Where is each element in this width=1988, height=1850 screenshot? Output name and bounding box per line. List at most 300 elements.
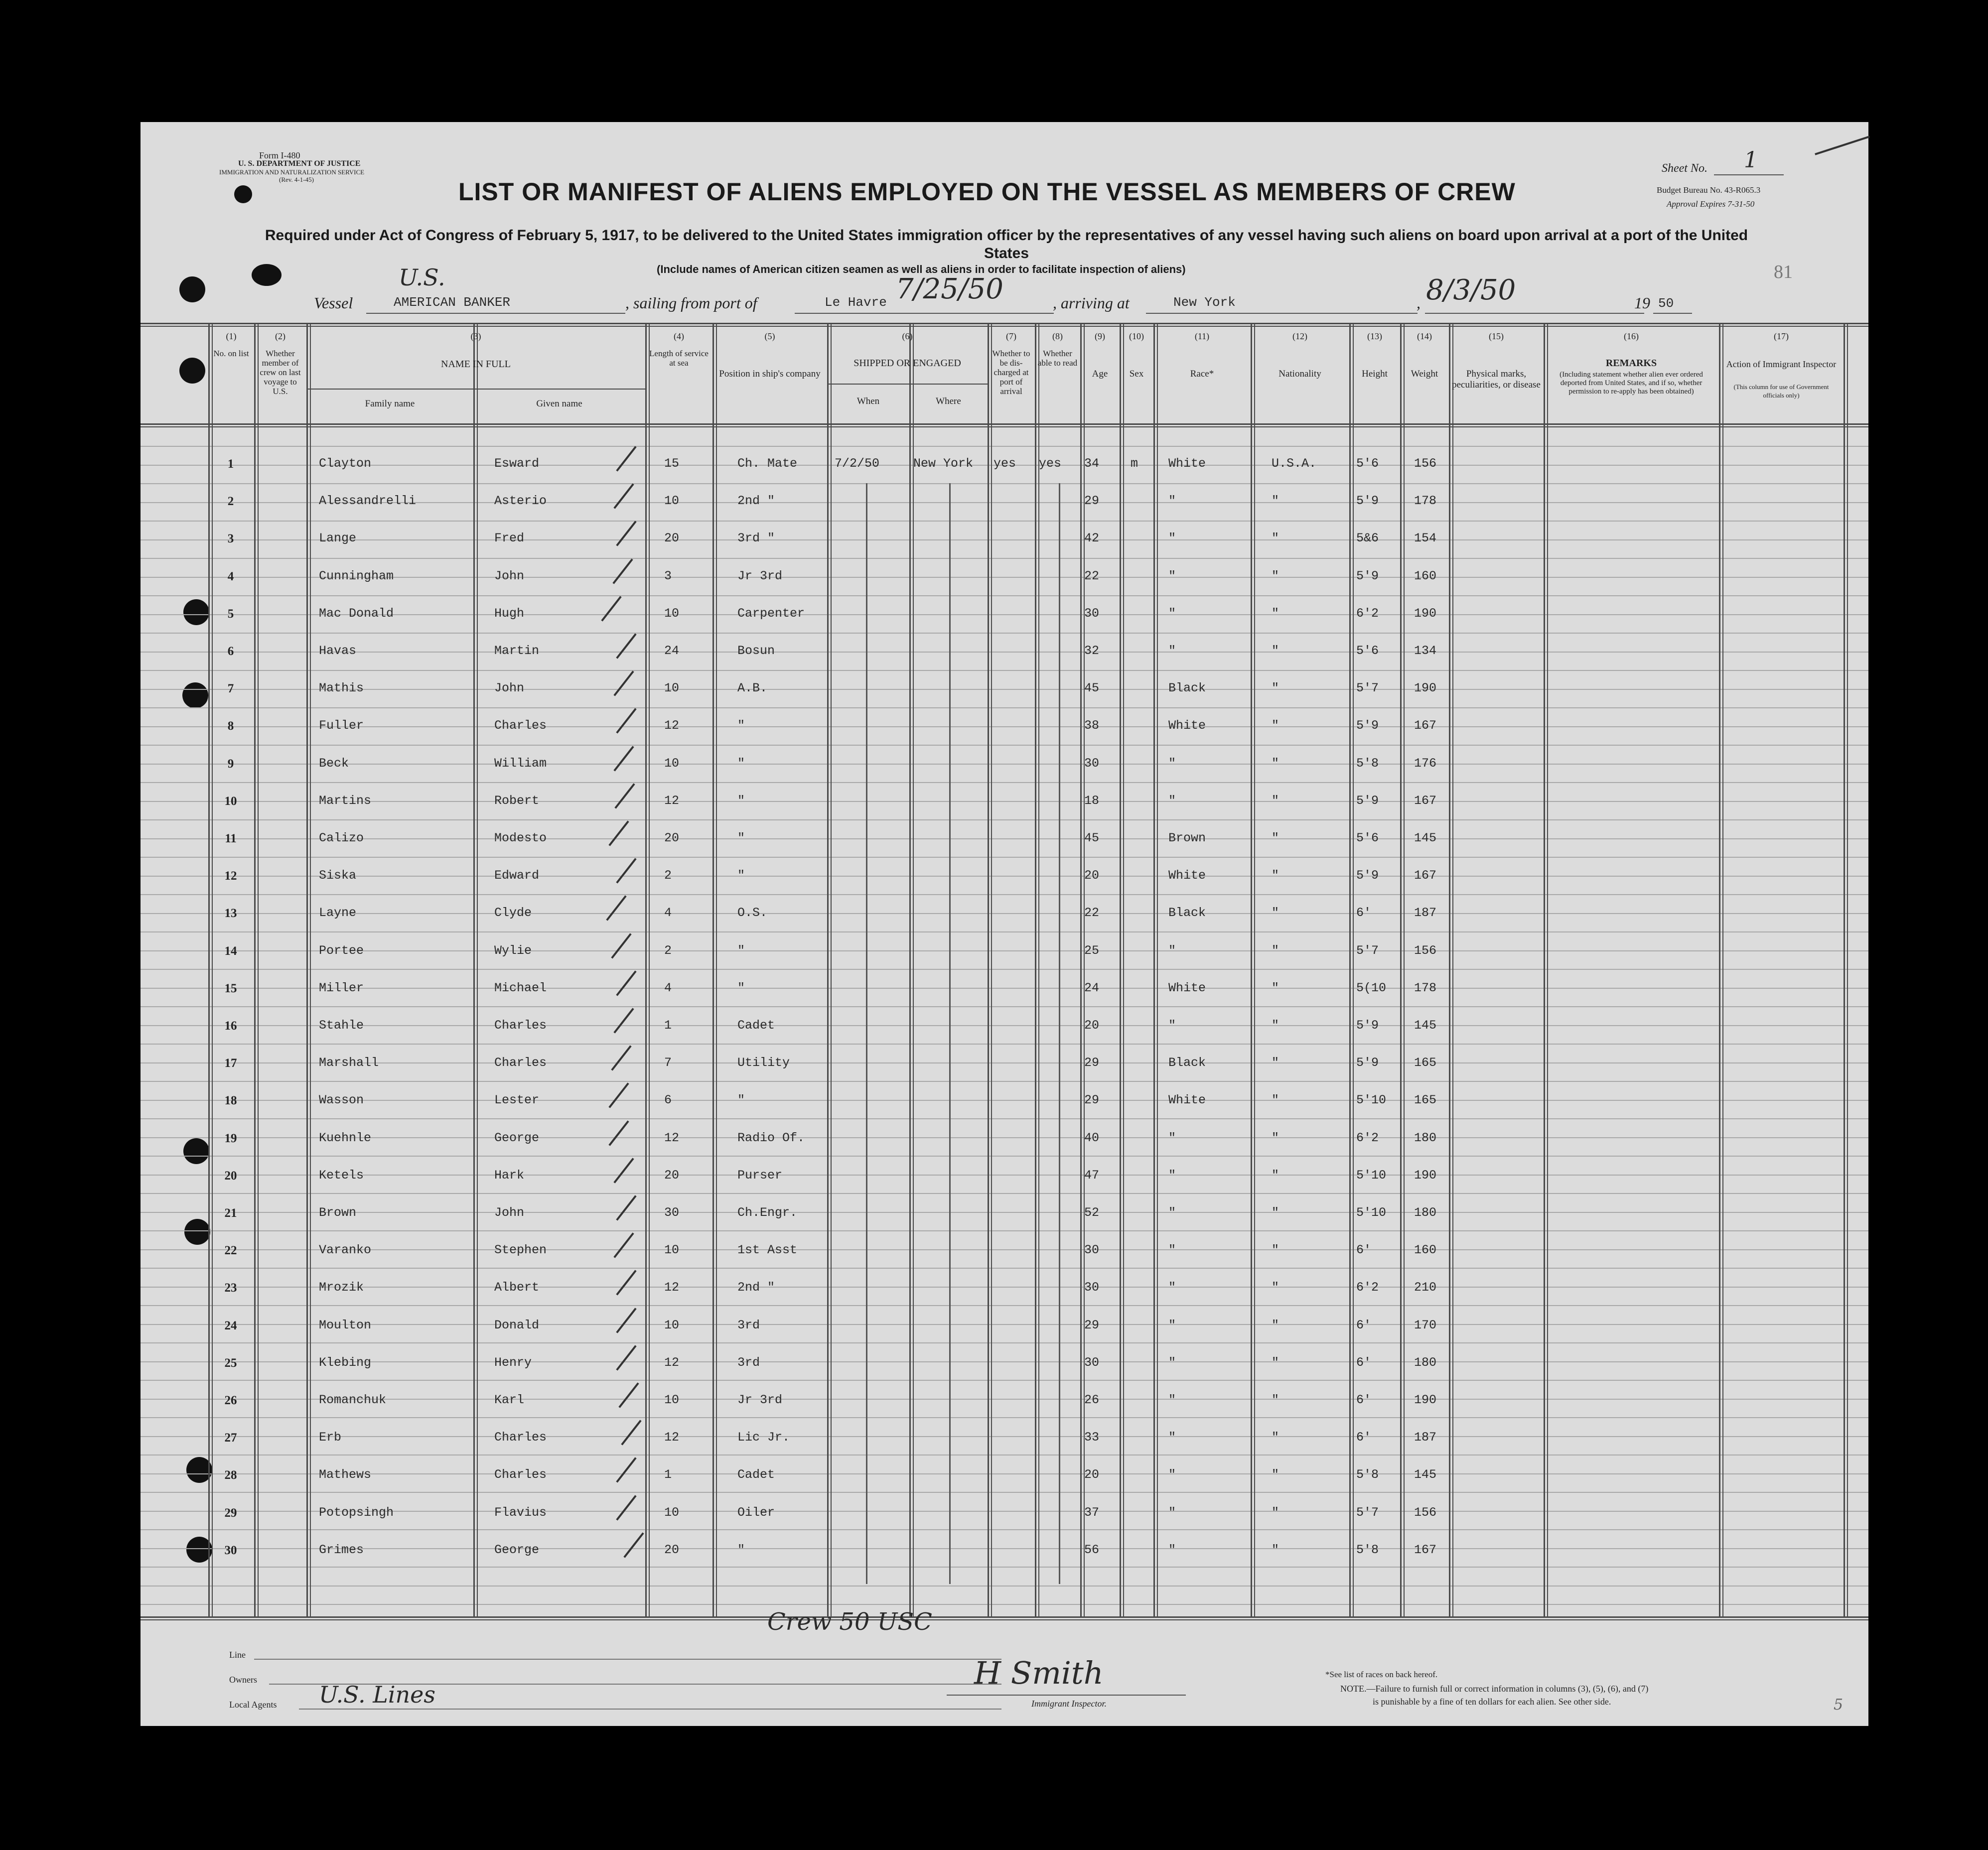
row-number: 29: [224, 1506, 237, 1520]
cell-service: 1: [664, 1467, 672, 1482]
cell-given: Michael: [494, 981, 547, 995]
note-line-1: NOTE.—Failure to furnish full or correct information in columns (3), (5), (6), and (7): [1340, 1684, 1649, 1694]
cell-race: White: [1168, 981, 1206, 995]
cell-height: 5'9: [1356, 793, 1379, 808]
column-divider: [1449, 323, 1450, 1616]
column-number: (5): [764, 331, 775, 341]
header-bottom-border-inner: [141, 426, 1868, 427]
column-divider: [1349, 323, 1351, 1616]
ditto-line-read: [1059, 483, 1060, 1584]
cell-race: ": [1168, 644, 1176, 658]
cell-given: Charles: [494, 1018, 547, 1033]
cell-family: Portee: [319, 943, 364, 958]
punch-hole: [179, 358, 205, 384]
cell-family: Moulton: [319, 1318, 372, 1332]
cell-race: ": [1168, 793, 1176, 808]
cell-weight: 165: [1414, 1093, 1437, 1107]
form-number: Form I-480: [259, 150, 300, 160]
cell-position: Jr 3rd: [737, 569, 783, 583]
cell-race: ": [1168, 1505, 1176, 1520]
cell-race: White: [1168, 868, 1206, 883]
agents-label: Local Agents: [229, 1700, 277, 1710]
ruled-line: [141, 1567, 1868, 1568]
cell-weight: 176: [1414, 756, 1437, 771]
row-number: 23: [224, 1281, 237, 1295]
cell-family: Mathews: [319, 1467, 372, 1482]
ruled-line: [141, 988, 1868, 989]
cell-read: yes: [1039, 456, 1062, 471]
column-subheader: Where: [936, 396, 961, 406]
cell-height: 5'9: [1356, 718, 1379, 733]
column-number: (9): [1095, 331, 1105, 341]
cell-race: ": [1168, 756, 1176, 771]
column-header: NAME IN FULL: [441, 359, 511, 370]
cell-age: 22: [1084, 569, 1100, 583]
column-divider-inner: [831, 323, 832, 1616]
subtitle-note: (Include names of American citizen seamen as well as aliens in order to facilitate inspection of aliens): [657, 263, 1186, 275]
cell-age: 20: [1084, 1018, 1100, 1033]
cell-age: 25: [1084, 943, 1100, 958]
ruled-line: [141, 521, 1868, 522]
column-divider: [473, 323, 475, 1616]
column-divider: [1153, 323, 1155, 1616]
cell-given: Charles: [494, 1430, 547, 1445]
cell-service: 10: [664, 1505, 680, 1520]
cell-height: 5'9: [1356, 1018, 1379, 1033]
cell-service: 15: [664, 456, 680, 471]
cell-age: 30: [1084, 756, 1100, 771]
table-bottom-border: [141, 1616, 1868, 1618]
cell-family: Martins: [319, 793, 372, 808]
cell-family: Cunningham: [319, 569, 394, 583]
column-divider-inner: [1038, 323, 1039, 1616]
cell-height: 5'6: [1356, 644, 1379, 658]
local-agents-value: U.S. Lines: [319, 1681, 435, 1708]
cell-nationality: ": [1272, 681, 1279, 695]
cell-age: 45: [1084, 831, 1100, 845]
cell-height: 5&6: [1356, 531, 1379, 545]
cell-nationality: ": [1272, 1205, 1279, 1220]
cell-age: 22: [1084, 906, 1100, 920]
arrival-date-underline: [1425, 313, 1644, 314]
column-number: (15): [1489, 331, 1504, 341]
cell-height: 5'6: [1356, 456, 1379, 471]
cell-nationality: ": [1272, 906, 1279, 920]
cell-nationality: ": [1272, 606, 1279, 621]
cell-family: Mac Donald: [319, 606, 394, 621]
cell-position: ": [737, 981, 745, 995]
arrival-date: 8/3/50: [1426, 274, 1516, 306]
cell-service: 12: [664, 718, 680, 733]
ruled-line: [141, 558, 1868, 559]
ruled-line: [141, 670, 1868, 671]
cell-race: ": [1168, 1430, 1176, 1445]
ruled-line: [141, 1137, 1868, 1138]
cell-family: Alessandrelli: [319, 494, 417, 508]
ruled-line: [141, 446, 1868, 447]
inspector-signature: H Smith: [974, 1655, 1104, 1691]
header-bottom-border: [141, 423, 1868, 425]
cell-height: 5'9: [1356, 868, 1379, 883]
cell-nationality: ": [1272, 868, 1279, 883]
cell-weight: 156: [1414, 1505, 1437, 1520]
cell-service: 12: [664, 1430, 680, 1445]
row-number: 25: [224, 1356, 237, 1370]
column-divider: [1844, 323, 1845, 1616]
line-label: Line: [229, 1650, 246, 1660]
column-divider: [988, 323, 989, 1616]
ruled-line: [141, 857, 1868, 858]
cell-family: Lange: [319, 531, 357, 545]
ruled-line: [141, 801, 1868, 802]
cell-height: 6'2: [1356, 606, 1379, 621]
column-divider-inner: [212, 323, 213, 1616]
column-number: (12): [1292, 331, 1307, 341]
column-subheader: Family name: [365, 398, 415, 409]
cell-family: Mathis: [319, 681, 364, 695]
column-divider-inner: [1084, 323, 1085, 1616]
row-number: 26: [224, 1394, 237, 1407]
stamp-number: 81: [1774, 262, 1793, 282]
cell-weight: 145: [1414, 831, 1437, 845]
cell-given: Albert: [494, 1280, 540, 1295]
table-top-border-inner: [141, 326, 1868, 327]
ditto-line-when: [866, 483, 867, 1584]
cell-given: Modesto: [494, 831, 547, 845]
column-header-note: (This column for use of Government officials only): [1733, 383, 1829, 399]
cell-service: 20: [664, 531, 680, 545]
ruled-line: [141, 876, 1868, 877]
cell-weight: 190: [1414, 1168, 1437, 1183]
cell-weight: 170: [1414, 1318, 1437, 1332]
ruled-line: [141, 969, 1868, 970]
cell-position: ": [737, 868, 745, 883]
column-number: (16): [1624, 331, 1639, 341]
cell-nationality: ": [1272, 494, 1279, 508]
department: U. S. DEPARTMENT OF JUSTICE: [238, 159, 361, 168]
cell-nationality: U.S.A.: [1272, 456, 1317, 471]
cell-age: 30: [1084, 1355, 1100, 1370]
corner-mark: 5: [1834, 1696, 1844, 1714]
cell-height: 5'8: [1356, 756, 1379, 771]
cell-position: Radio Of.: [737, 1131, 805, 1145]
column-divider: [208, 323, 210, 1616]
column-divider: [645, 323, 647, 1616]
cell-family: Havas: [319, 644, 357, 658]
cell-service: 10: [664, 606, 680, 621]
cell-given: John: [494, 569, 525, 583]
cell-service: 4: [664, 906, 672, 920]
cell-nationality: ": [1272, 793, 1279, 808]
cell-given: Lester: [494, 1093, 540, 1107]
ruled-line: [141, 1025, 1868, 1026]
column-divider: [1400, 323, 1402, 1616]
cell-nationality: ": [1272, 718, 1279, 733]
column-divider-inner: [1404, 323, 1405, 1616]
cell-family: Stahle: [319, 1018, 364, 1033]
cell-service: 2: [664, 868, 672, 883]
cell-position: Cadet: [737, 1018, 775, 1033]
column-number: (10): [1129, 331, 1144, 341]
cell-given: George: [494, 1543, 540, 1557]
cell-given: Robert: [494, 793, 540, 808]
row-number: 14: [224, 944, 237, 958]
cell-family: Erb: [319, 1430, 342, 1445]
cell-family: Kuehnle: [319, 1131, 372, 1145]
cell-service: 24: [664, 644, 680, 658]
cell-service: 12: [664, 1280, 680, 1295]
cell-family: Klebing: [319, 1355, 372, 1370]
cell-given: Charles: [494, 1056, 547, 1070]
cell-age: 38: [1084, 718, 1100, 733]
cell-family: Miller: [319, 981, 364, 995]
column-header: Height: [1362, 369, 1388, 379]
ruled-line: [141, 483, 1868, 484]
vessel-name: AMERICAN BANKER: [394, 295, 511, 310]
cell-service: 1: [664, 1018, 672, 1033]
year: 50: [1658, 296, 1674, 311]
cell-race: ": [1168, 1131, 1176, 1145]
row-number: 2: [227, 495, 234, 508]
cell-nationality: ": [1272, 1393, 1279, 1407]
cell-position: ": [737, 793, 745, 808]
row-number: 24: [224, 1319, 237, 1332]
ruled-line: [141, 1230, 1868, 1231]
cell-position: Bosun: [737, 644, 775, 658]
ruled-line: [141, 539, 1868, 540]
cell-family: Romanchuk: [319, 1393, 387, 1407]
column-number: (14): [1417, 331, 1432, 341]
cell-height: 5'10: [1356, 1168, 1387, 1183]
cell-race: ": [1168, 943, 1176, 958]
cell-given: Donald: [494, 1318, 540, 1332]
row-number: 4: [227, 570, 234, 583]
sheet-underline: [1714, 174, 1784, 175]
ruled-line: [141, 577, 1868, 578]
cell-weight: 178: [1414, 494, 1437, 508]
column-header: Sex: [1129, 369, 1144, 379]
cell-nationality: ": [1272, 1131, 1279, 1145]
cell-nationality: ": [1272, 1505, 1279, 1520]
cell-service: 10: [664, 1243, 680, 1257]
arriving-label: , arriving at: [1053, 294, 1130, 312]
punch-hole: [234, 185, 252, 203]
column-divider: [909, 323, 911, 1616]
ruled-line: [141, 633, 1868, 634]
ruled-line: [141, 614, 1868, 615]
cell-weight: 180: [1414, 1131, 1437, 1145]
cell-position: ": [737, 1543, 745, 1557]
cell-service: 3: [664, 569, 672, 583]
cell-position: ": [737, 831, 745, 845]
column-divider: [712, 323, 714, 1616]
cell-race: Black: [1168, 681, 1206, 695]
owners-label: Owners: [229, 1675, 257, 1685]
ruled-line: [141, 1249, 1868, 1250]
column-subheader: When: [856, 396, 880, 406]
cell-race: White: [1168, 718, 1206, 733]
ruled-line: [141, 1212, 1868, 1213]
cell-height: 6': [1356, 1393, 1372, 1407]
cell-height: 6'2: [1356, 1280, 1379, 1295]
column-number: (4): [674, 331, 684, 341]
row-number: 18: [224, 1094, 237, 1107]
cell-given: Charles: [494, 1467, 547, 1482]
cell-position: 3rd ": [737, 531, 775, 545]
column-subheader: Given name: [536, 398, 582, 409]
ruled-line: [141, 1118, 1868, 1119]
cell-race: ": [1168, 494, 1176, 508]
cell-position: A.B.: [737, 681, 768, 695]
cell-service: 30: [664, 1205, 680, 1220]
ruled-line: [141, 1006, 1868, 1007]
port-underline: [795, 313, 1054, 314]
cell-given: Wylie: [494, 943, 532, 958]
cell-weight: 167: [1414, 1543, 1437, 1557]
cell-position: 1st Asst: [737, 1243, 798, 1257]
cell-nationality: ": [1272, 1056, 1279, 1070]
agents-underline: [299, 1709, 1001, 1710]
cell-race: ": [1168, 606, 1176, 621]
column-divider-inner: [1157, 323, 1158, 1616]
cell-race: ": [1168, 1280, 1176, 1295]
approval-expiry: Approval Expires 7-31-50: [1667, 199, 1755, 209]
row-number: 6: [227, 645, 234, 658]
row-number: 13: [224, 907, 237, 920]
row-number: 15: [224, 982, 237, 995]
column-divider: [1719, 323, 1720, 1616]
cell-height: 6': [1356, 1355, 1372, 1370]
cell-age: 30: [1084, 606, 1100, 621]
cell-weight: 154: [1414, 531, 1437, 545]
cell-race: ": [1168, 1467, 1176, 1482]
ruled-line: [141, 1380, 1868, 1381]
punch-hole: [179, 276, 205, 302]
column-header: Whether to be dis-charged at port of arrival: [992, 349, 1030, 396]
cell-nationality: ": [1272, 1318, 1279, 1332]
ruled-line: [141, 707, 1868, 708]
row-number: 3: [227, 532, 234, 545]
ruled-line: [141, 1081, 1868, 1082]
cell-nationality: ": [1272, 981, 1279, 995]
cell-service: 10: [664, 1393, 680, 1407]
cell-race: ": [1168, 569, 1176, 583]
cell-age: 42: [1084, 531, 1100, 545]
ruled-line: [141, 595, 1868, 596]
ruled-line: [141, 1492, 1868, 1493]
ruled-line: [141, 1436, 1868, 1437]
ruled-line: [141, 1342, 1868, 1343]
year-underline: [1653, 313, 1692, 314]
row-number: 10: [224, 794, 237, 808]
sailing-port: Le Havre: [825, 295, 887, 310]
cell-given: Flavius: [494, 1505, 547, 1520]
cell-weight: 165: [1414, 1056, 1437, 1070]
revision: (Rev. 4-1-45): [279, 176, 314, 183]
cell-age: 32: [1084, 644, 1100, 658]
cell-weight: 190: [1414, 1393, 1437, 1407]
cell-age: 18: [1084, 793, 1100, 808]
cell-family: Grimes: [319, 1543, 364, 1557]
cell-age: 29: [1084, 1056, 1100, 1070]
ruled-line: [141, 1361, 1868, 1362]
cell-height: 5'8: [1356, 1543, 1379, 1557]
cell-family: Siska: [319, 868, 357, 883]
cell-service: 12: [664, 1131, 680, 1145]
cell-service: 10: [664, 494, 680, 508]
year-prefix: 19: [1634, 294, 1650, 312]
cell-height: 6': [1356, 1430, 1372, 1445]
cell-race: ": [1168, 1243, 1176, 1257]
cell-age: 20: [1084, 868, 1100, 883]
cell-service: 10: [664, 681, 680, 695]
inspector-label: Immigrant Inspector.: [1031, 1699, 1107, 1709]
cell-age: 40: [1084, 1131, 1100, 1145]
cell-nationality: ": [1272, 1018, 1279, 1033]
row-number: 19: [224, 1132, 237, 1145]
cell-position: Oiler: [737, 1505, 775, 1520]
service-name: IMMIGRATION AND NATURALIZATION SERVICE: [219, 168, 365, 176]
cell-height: 6': [1356, 1243, 1372, 1257]
cell-given: Hark: [494, 1168, 525, 1183]
ruled-line: [141, 652, 1868, 653]
cell-height: 6': [1356, 906, 1372, 920]
vessel-prefix: U.S.: [399, 264, 445, 291]
page-title: LIST OR MANIFEST OF ALIENS EMPLOYED ON THE VESSEL AS MEMBERS OF CREW: [458, 178, 1516, 206]
cell-sex: m: [1131, 456, 1138, 471]
cell-position: Ch. Mate: [737, 456, 798, 471]
cell-weight: 210: [1414, 1280, 1437, 1295]
cell-height: 6': [1356, 1318, 1372, 1332]
ruled-line: [141, 1529, 1868, 1530]
subtitle: Required under Act of Congress of February 5, 1917, to be delivered to the United States immigration officer by the representatives of any vessel having such aliens on board upon arrival at a port of the United States: [265, 227, 1748, 262]
line-underline: [254, 1659, 1001, 1660]
cell-service: 20: [664, 1543, 680, 1557]
vessel-underline: [366, 313, 625, 314]
cell-age: 29: [1084, 1093, 1100, 1107]
cell-given: Henry: [494, 1355, 532, 1370]
cell-race: ": [1168, 1318, 1176, 1332]
row-number: 11: [225, 832, 237, 845]
cell-age: 45: [1084, 681, 1100, 695]
column-number: (17): [1774, 331, 1789, 341]
cell-age: 30: [1084, 1280, 1100, 1295]
cell-height: 6'2: [1356, 1131, 1379, 1145]
cell-given: Martin: [494, 644, 540, 658]
cell-nationality: ": [1272, 531, 1279, 545]
cell-discharged: yes: [994, 456, 1016, 471]
cell-age: 29: [1084, 494, 1100, 508]
cell-position: Cadet: [737, 1467, 775, 1482]
cell-position: 3rd: [737, 1355, 760, 1370]
cell-nationality: ": [1272, 644, 1279, 658]
cell-given: Karl: [494, 1393, 525, 1407]
column-divider-inner: [1452, 323, 1453, 1616]
cell-position: Utility: [737, 1056, 790, 1070]
cell-position: ": [737, 1093, 745, 1107]
cell-height: 5'9: [1356, 569, 1379, 583]
shipped-subheader-line: [827, 384, 988, 385]
cell-service: 4: [664, 981, 672, 995]
column-divider-inner: [1847, 323, 1848, 1616]
cell-nationality: ": [1272, 1355, 1279, 1370]
row-number: 20: [224, 1169, 237, 1183]
column-divider: [1035, 323, 1036, 1616]
signature-line: [947, 1695, 1186, 1696]
cell-nationality: ": [1272, 1243, 1279, 1257]
column-divider-inner: [991, 323, 992, 1616]
cell-position: Carpenter: [737, 606, 805, 621]
